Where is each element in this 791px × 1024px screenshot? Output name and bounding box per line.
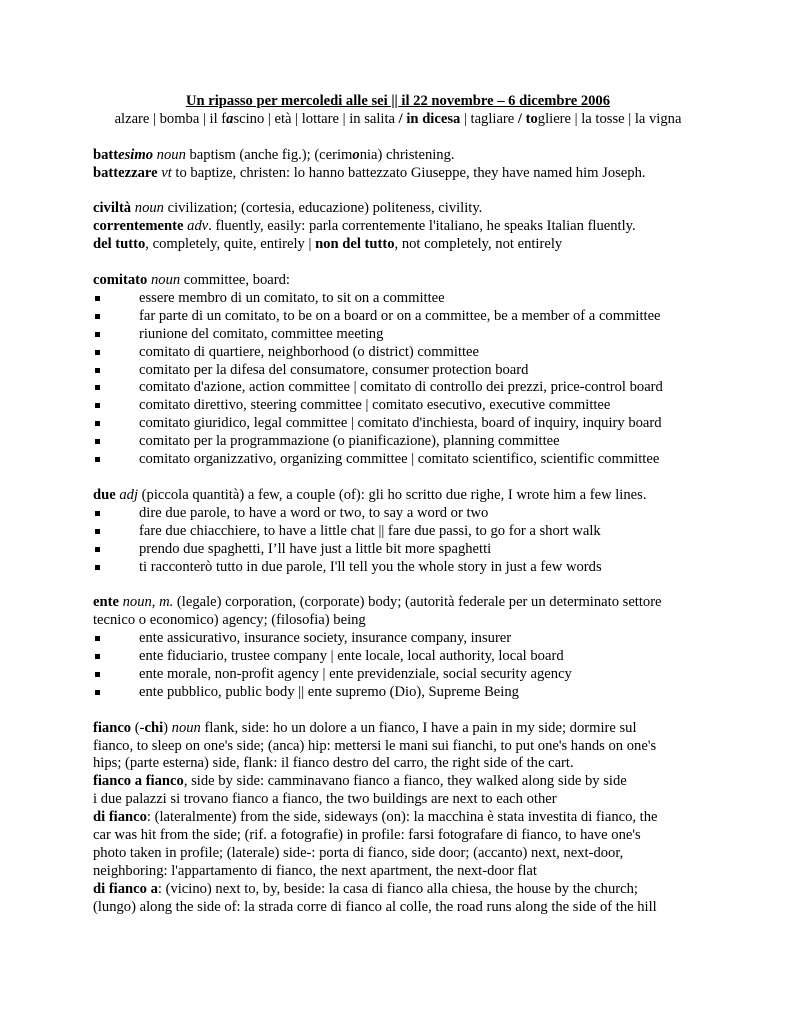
- entry-civilta: civiltà noun civilization; (cortesia, educazione) politeness, civility.: [93, 200, 483, 217]
- entry-del-tutto: del tutto, completely, quite, entirely | non del tutto, not completely, not entirely: [93, 236, 563, 253]
- list-item: comitato giuridico, legal committee | comitato d'inchiesta, board of inquiry, inquiry board: [93, 415, 703, 433]
- entry-due: due adj (piccola quantità) a few, a couple (of): gli ho scritto due righe, I wrote him a few lines.: [93, 486, 647, 503]
- word-list: alzare | bomba | il fascino | età | lottare | in salita / in dicesa | tagliare / togliere | la tosse | la vigna: [114, 110, 682, 127]
- list-item: dire due parole, to have a word or two, to say a word or two: [93, 505, 703, 523]
- entry-correntemente: correntemente adv. fluently, easily: parla correntemente l'italiano, he speaks Italian fluently.: [93, 218, 636, 235]
- entry-comitato: comitato noun committee, board:: [93, 272, 290, 289]
- list-item: comitato d'azione, action committee | comitato di controllo dei prezzi, price-control board: [93, 379, 703, 397]
- entry-di-fianco-a: di fianco a: (vicino) next to, by, beside: la casa di fianco alla chiesa, the house by the church;: [93, 880, 638, 897]
- entry-ente-cont: tecnico o economico) agency; (filosofia) being: [93, 612, 366, 629]
- entry-fianco-line: (lungo) along the side of: la strada corre di fianco al colle, the road runs along the side of the hill: [93, 898, 657, 915]
- entry-fianco-line: neighboring: l'appartamento di fianco, the next apartment, the next-door flat: [93, 862, 537, 879]
- list-item: comitato organizzativo, organizing committee | comitato scientifico, scientific committee: [93, 451, 703, 469]
- list-item: ente morale, non-profit agency | ente previdenziale, social security agency: [93, 666, 703, 684]
- list-item: fare due chiacchiere, to have a little chat || fare due passi, to go for a short walk: [93, 523, 703, 541]
- list-item: ente pubblico, public body || ente supremo (Dio), Supreme Being: [93, 684, 703, 702]
- list-item: comitato di quartiere, neighborhood (o district) committee: [93, 344, 703, 362]
- entry-battezzare: battezzare vt to baptize, christen: lo hanno battezzato Giuseppe, they have named him Joseph.: [93, 164, 646, 181]
- list-item: far parte di un comitato, to be on a board or on a committee, be a member of a committee: [93, 308, 703, 326]
- entry-di-fianco: di fianco: (lateralmente) from the side, sideways (on): la macchina è stata investita di fianco, the: [93, 809, 658, 826]
- list-item: prendo due spaghetti, I’ll have just a little bit more spaghetti: [93, 541, 703, 559]
- document-page: [93, 93, 703, 917]
- entry-fianco-line: i due palazzi si trovano fianco a fianco, the two buildings are next to each other: [93, 791, 557, 808]
- list-item: riunione del comitato, committee meeting: [93, 326, 703, 344]
- list-item: ti racconterò tutto in due parole, I'll tell you the whole story in just a few words: [93, 559, 703, 577]
- entry-fianco-line: hips; (parte esterna) side, flank: il fianco destro del carro, the right side of the cart.: [93, 755, 574, 772]
- entry-fianco: fianco (-chi) noun flank, side: ho un dolore a un fianco, I have a pain in my side; dormire sul: [93, 719, 637, 736]
- list-item: comitato per la difesa del consumatore, consumer protection board: [93, 362, 703, 380]
- entry-fianco-line: photo taken in profile; (laterale) side-: porta di fianco, side door; (accanto) next, next-door,: [93, 844, 624, 861]
- entry-fianco-line: fianco, to sleep on one's side; (anca) hip: mettersi le mani sui fianchi, to put one's hands on one's: [93, 737, 657, 754]
- document-title: Un ripasso per mercoledi alle sei || il 22 novembre – 6 dicembre 2006: [185, 93, 611, 109]
- list-item: comitato direttivo, steering committee | comitato esecutivo, executive committee: [93, 397, 703, 415]
- list-item: ente assicurativo, insurance society, insurance company, insurer: [93, 630, 703, 648]
- entry-fianco-line: car was hit from the side; (rif. a fotografie) in profile: farsi fotografare di fianco, to have one's: [93, 827, 641, 844]
- list-item: essere membro di un comitato, to sit on a committee: [93, 290, 703, 308]
- entry-fianco-a-fianco: fianco a fianco, side by side: camminavano fianco a fianco, they walked along side by side: [93, 773, 627, 790]
- list-item: ente fiduciario, trustee company | ente locale, local authority, local board: [93, 648, 703, 666]
- entry-ente: ente noun, m. (legale) corporation, (corporate) body; (autorità federale per un determinato settore: [93, 594, 662, 611]
- entry-battesimo: battesimo noun baptism (anche fig.); (cerimonia) christening.: [93, 146, 455, 163]
- list-item: comitato per la programmazione (o pianificazione), planning committee: [93, 433, 703, 451]
